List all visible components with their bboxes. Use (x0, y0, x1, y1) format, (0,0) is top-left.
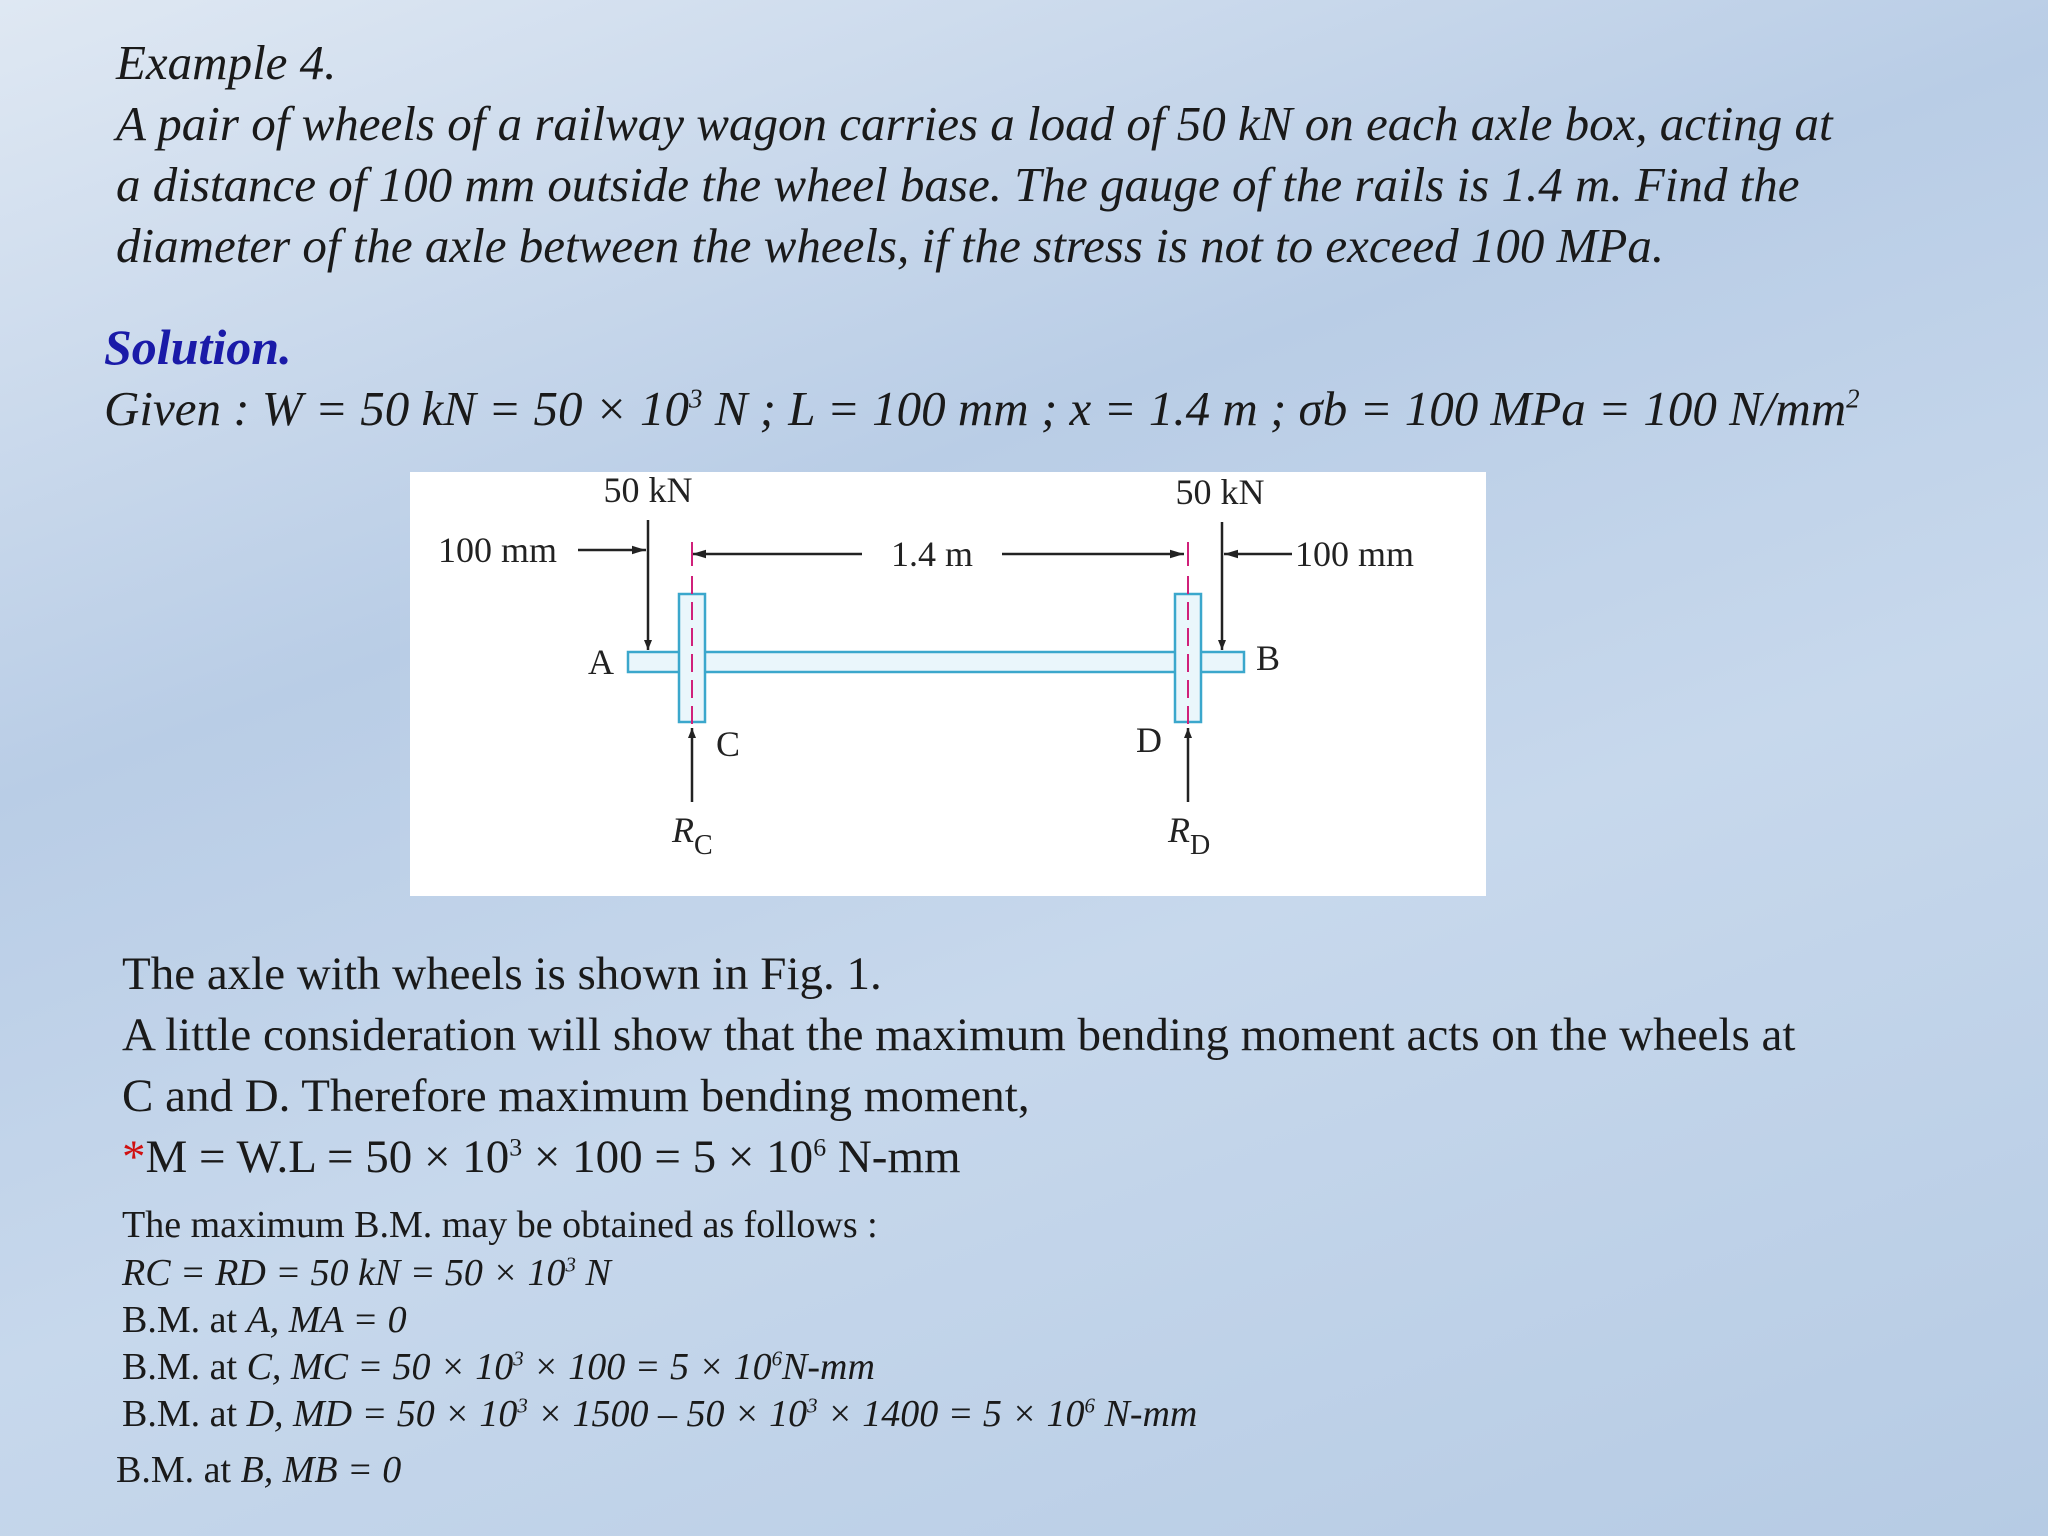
bm-at-d (122, 1392, 1197, 1436)
body-line-3: C and D. Therefore maximum bending moment, (122, 1070, 1030, 1122)
bm-at-d-b: × 1500 – 50 × 10 (527, 1393, 808, 1435)
given-line (104, 380, 1860, 437)
dim-right-label: 100 mm (1295, 534, 1415, 574)
body-line-2: A little consideration will show that the maximum bending moment acts on the wheels at (122, 1009, 1796, 1061)
given-part-a: Given : W = 50 kN = 50 × 10 (104, 381, 690, 436)
bm-at-c-b: × 100 = 5 × 10 (523, 1346, 772, 1388)
bm-reactions-exp: 3 (565, 1252, 576, 1277)
bm-intro: The maximum B.M. may be obtained as follows : (122, 1204, 878, 1246)
bm-at-c-exp1: 3 (513, 1346, 524, 1371)
moment-part-b: × 100 = 5 × 10 (522, 1131, 814, 1183)
moment-line (122, 1130, 961, 1184)
label-c: C (716, 724, 741, 764)
label-a: A (588, 642, 614, 682)
given-part-b: N ; L = 100 mm ; x = 1.4 m ; σb = 100 MPa = 100 N/mm (702, 381, 1847, 436)
bm-at-d-exp1: 3 (517, 1393, 528, 1418)
bm-at-c-exp2: 6 (771, 1346, 783, 1371)
axle (628, 652, 1244, 672)
bm-at-a-value: A, MA = 0 (246, 1299, 407, 1341)
example-line-1: A pair of wheels of a railway wagon carries a load of 50 kN on each axle box, acting at (116, 96, 1833, 151)
bm-at-b (116, 1448, 401, 1492)
axle-figure (410, 472, 1486, 896)
bm-at-d-a: D, MD = 50 × 10 (246, 1393, 518, 1435)
bm-at-d-c: × 1400 = 5 × 10 (817, 1393, 1085, 1435)
given-exp-2: 2 (1846, 383, 1860, 414)
bm-at-c-a: C, MC = 50 × 10 (246, 1346, 514, 1388)
given-exp-1: 3 (689, 383, 703, 414)
axle-diagram (410, 472, 1486, 896)
bm-at-d-exp2: 3 (807, 1393, 818, 1418)
load-left-label: 50 kN (603, 472, 693, 510)
bm-at-c (122, 1345, 875, 1389)
moment-star: * (122, 1131, 146, 1183)
bm-at-d-d: N-mm (1094, 1393, 1198, 1435)
bm-at-c-prefix: B.M. at (122, 1346, 247, 1388)
moment-part-a: M = W.L = 50 × 10 (145, 1131, 510, 1183)
bm-at-d-exp3: 6 (1084, 1393, 1095, 1418)
moment-part-c: N-mm (826, 1131, 961, 1183)
reaction-d-label: $R_D$ (1168, 810, 1211, 861)
example-line-3: diameter of the axle between the wheels, if the stress is not to exceed 100 MPa. (116, 218, 1665, 273)
bm-at-b-value: B, MB = 0 (240, 1449, 402, 1491)
bm-at-a (122, 1298, 407, 1342)
bm-reactions-a: RC = RD = 50 kN = 50 × 10 (122, 1252, 566, 1294)
moment-exp-1: 3 (509, 1132, 523, 1162)
bm-at-c-c: N-mm (782, 1346, 875, 1388)
bm-at-a-prefix: B.M. at (122, 1299, 247, 1341)
dim-left-label: 100 mm (438, 530, 558, 570)
body-line-1: The axle with wheels is shown in Fig. 1. (122, 948, 882, 1000)
bm-at-d-prefix: B.M. at (122, 1393, 247, 1435)
label-d: D (1136, 720, 1162, 760)
example-heading: Example 4. (116, 35, 337, 90)
reaction-c-label: $R_C$ (672, 810, 713, 861)
example-line-2: a distance of 100 mm outside the wheel base. The gauge of the rails is 1.4 m. Find the (116, 157, 1800, 212)
solution-label: Solution. (104, 319, 292, 375)
label-b: B (1256, 638, 1281, 678)
bm-at-b-prefix: B.M. at (116, 1449, 241, 1491)
bm-reactions (122, 1251, 611, 1295)
moment-exp-2: 6 (813, 1132, 827, 1162)
load-right-label: 50 kN (1175, 472, 1265, 512)
bm-reactions-b: N (575, 1252, 611, 1294)
gauge-label: 1.4 m (890, 534, 974, 574)
